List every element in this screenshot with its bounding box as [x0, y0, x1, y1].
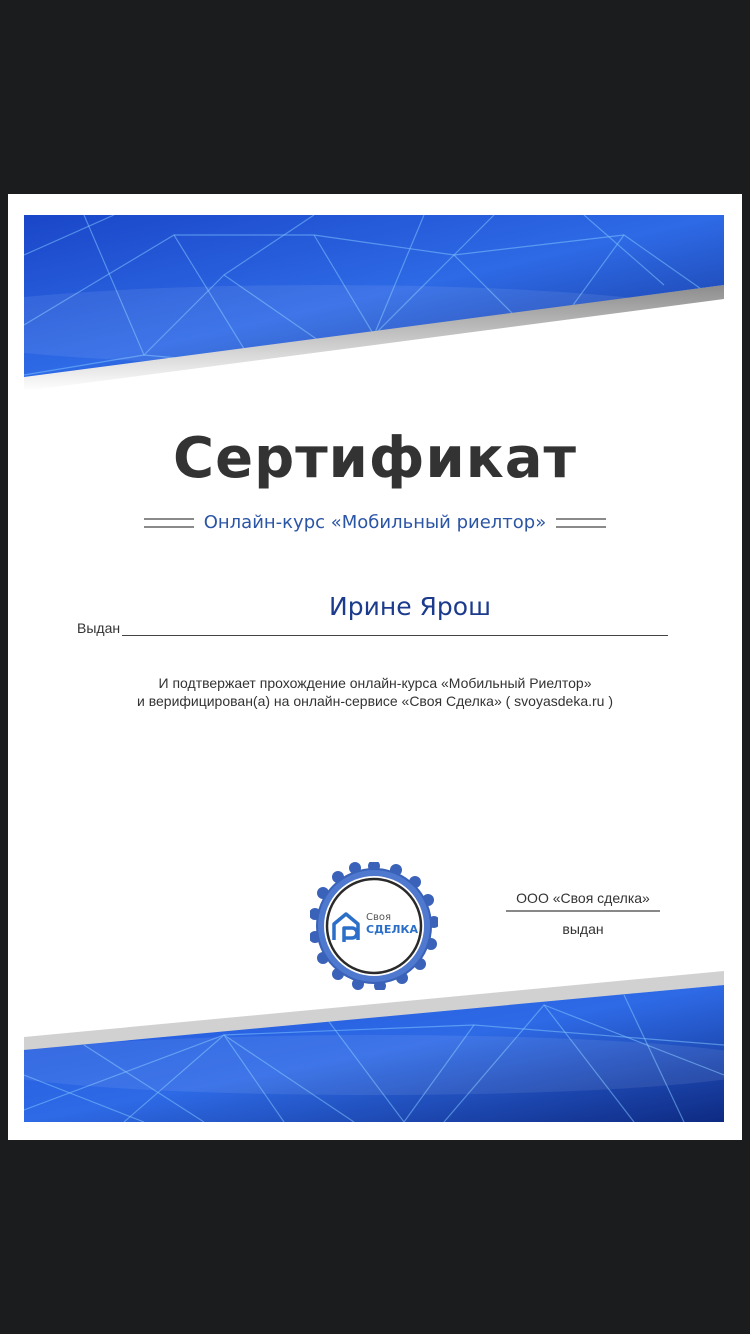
- company-seal: [310, 862, 438, 990]
- issuer-role: выдан: [562, 921, 604, 937]
- confirmation-line-2: и верифицирован(а) на онлайн-сервисе «Своя Сделка» ( svoyasdeka.ru ): [137, 693, 613, 709]
- seal-line-1: Своя: [366, 912, 392, 923]
- right-decorative-line: [556, 518, 606, 528]
- seal-text: [366, 912, 418, 936]
- certificate-sheet: [8, 194, 742, 1140]
- issuer-block: [498, 890, 668, 937]
- confirmation-line-1: И подтвержает прохождение онлайн-курса «Мобильный Риелтор»: [158, 675, 592, 691]
- left-decorative-line: [144, 518, 194, 528]
- bottom-banner: [24, 971, 724, 1122]
- issuer-name: ООО «Своя сделка»: [506, 890, 660, 912]
- course-subtitle: Онлайн-курс «Мобильный риелтор»: [203, 512, 547, 533]
- top-banner: [24, 215, 724, 391]
- recipient-name: Ирине Ярош: [329, 592, 491, 621]
- confirmation-text: [8, 674, 742, 710]
- signature-rule: [122, 621, 668, 636]
- subtitle-row: [8, 512, 742, 533]
- issued-label: Выдан: [77, 620, 121, 636]
- certificate-title: Сертификат: [173, 426, 577, 491]
- seal-line-2: СДЕЛКА: [366, 923, 419, 936]
- issued-line: [77, 620, 668, 636]
